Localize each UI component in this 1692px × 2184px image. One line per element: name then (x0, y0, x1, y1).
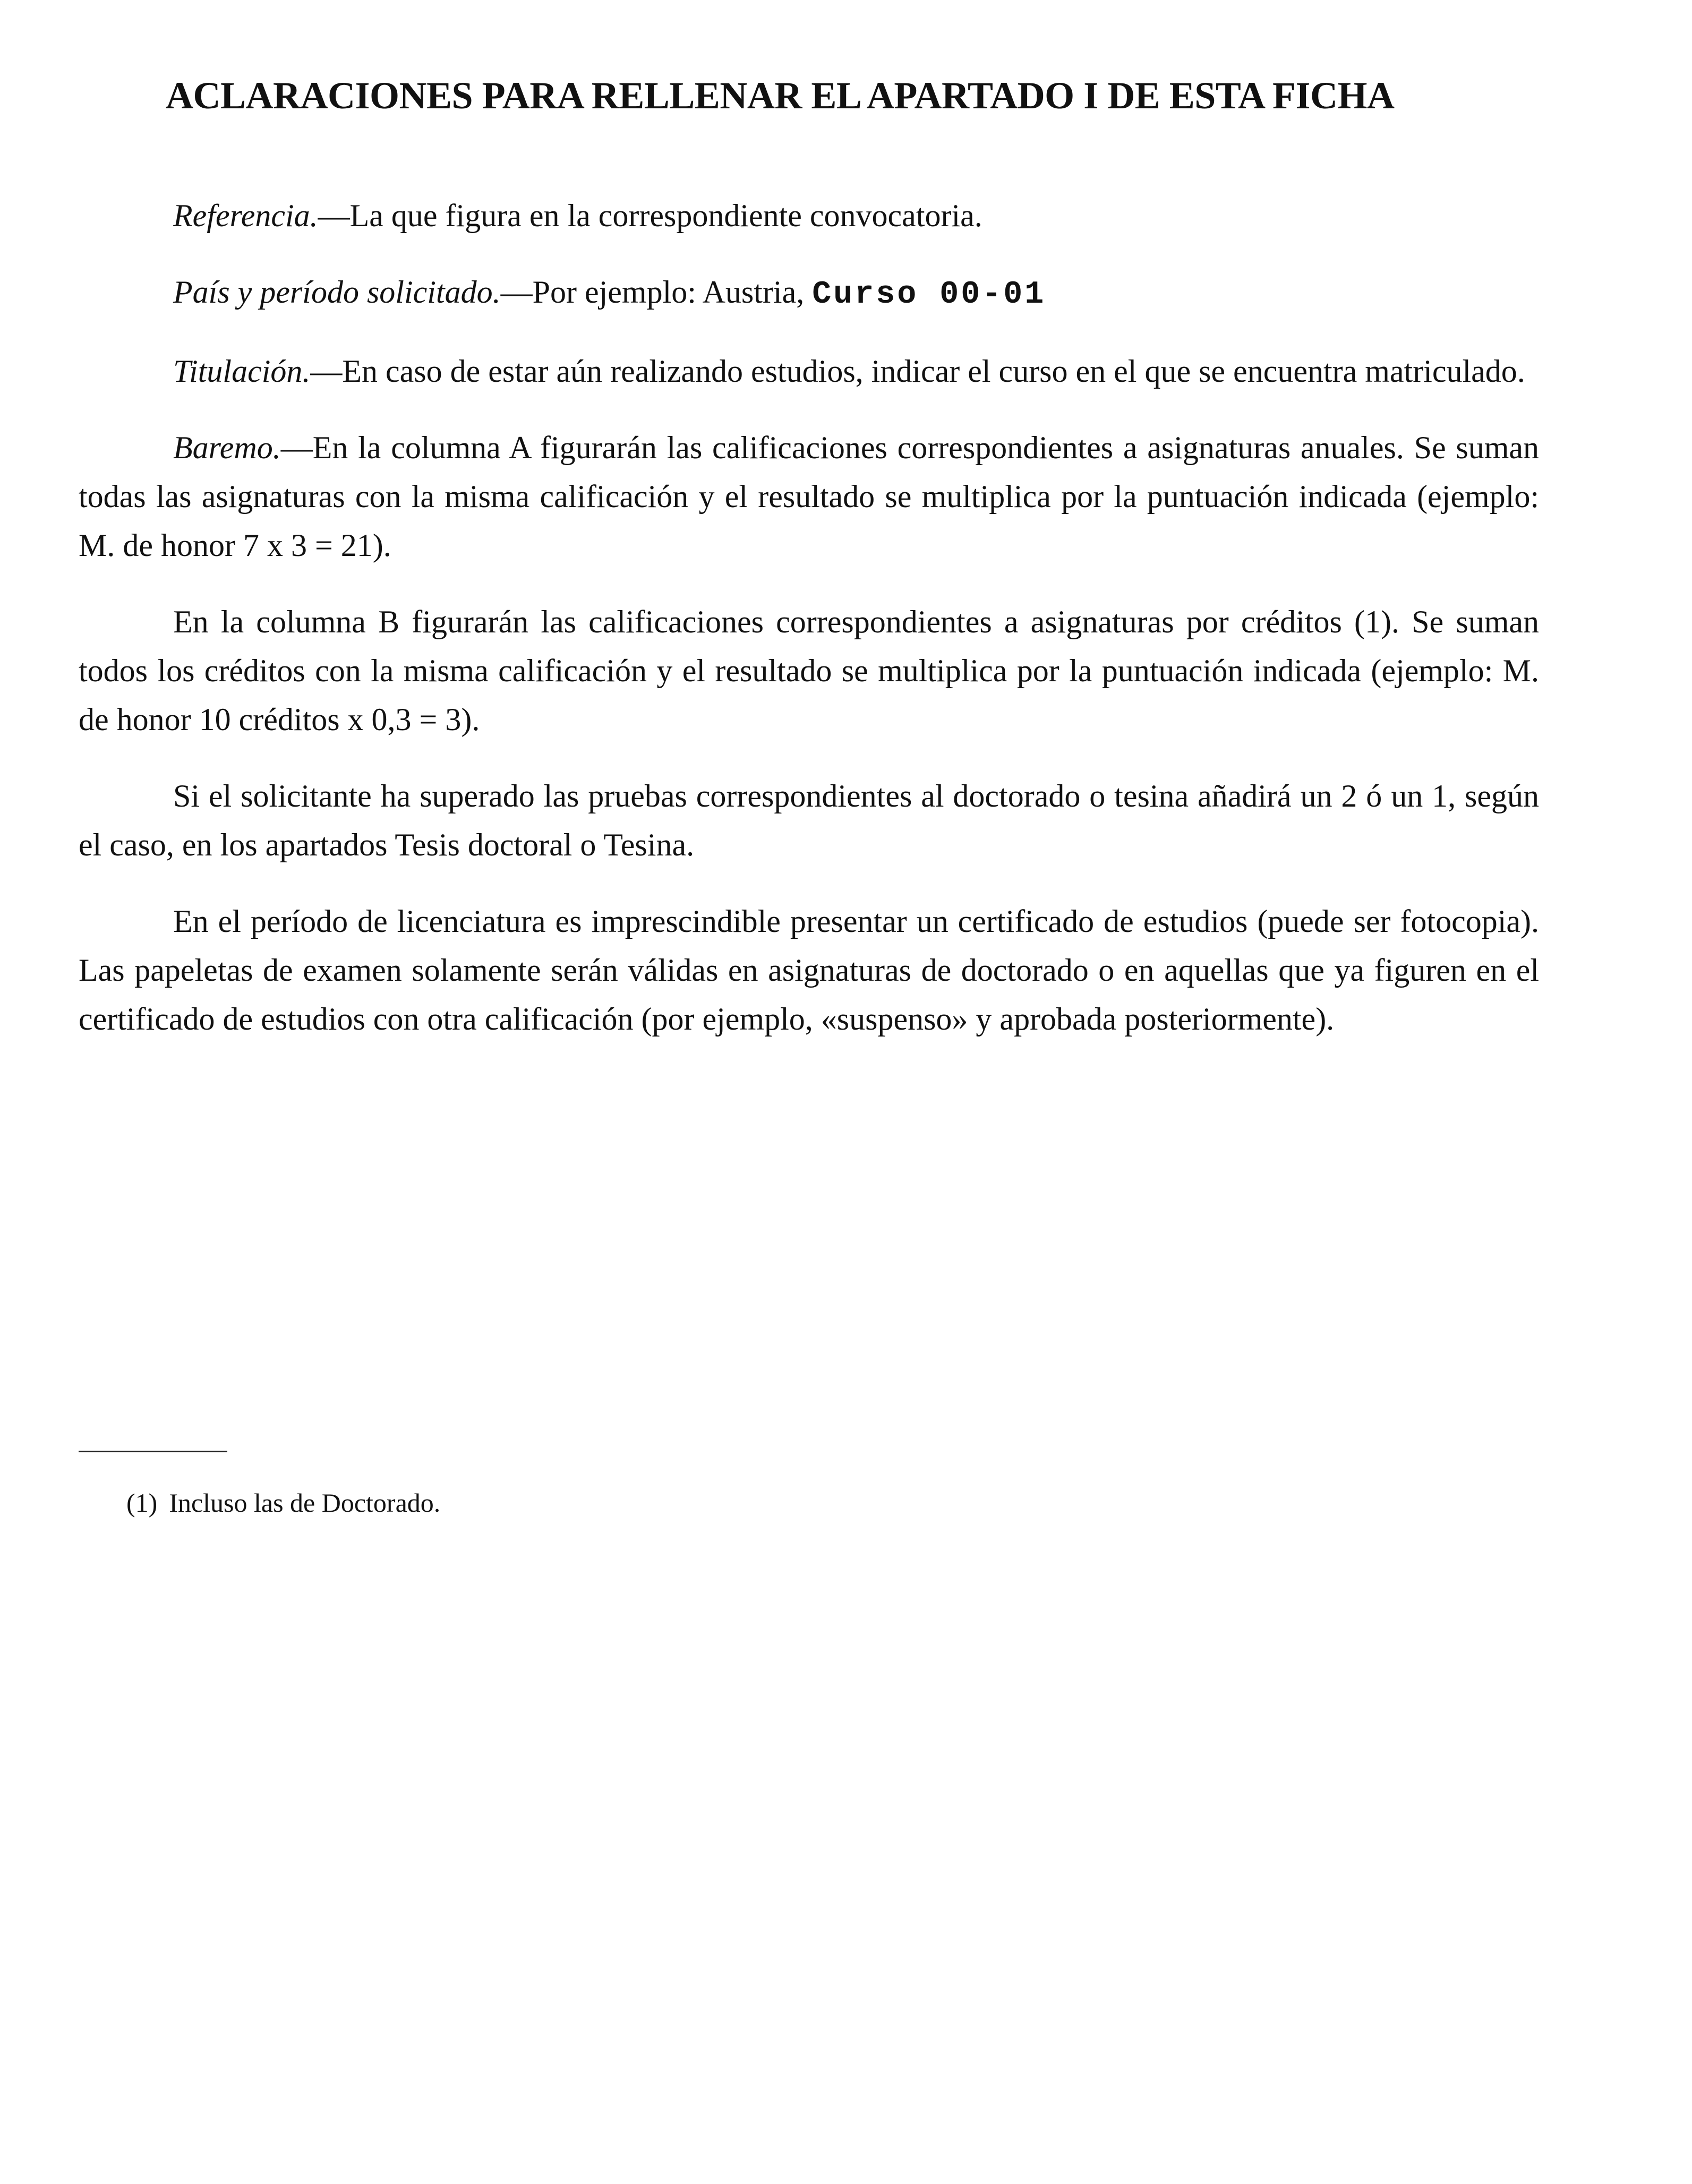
footnote-number: (1) (126, 1488, 158, 1518)
paragraph-text: En el período de licenciatura es imprescindible presentar un certificado de estudios (puede ser fotocopia). Las papeletas de examen solamente serán válidas en asignaturas de doctorado o en aquellas que ya figuren en el certificado de estudios con otra calificación (por ejemplo, «suspenso» y aprobada posteriormente). (79, 904, 1539, 1037)
paragraph-text: —En caso de estar aún realizando estudios, indicar el curso en el que se encuentra matriculado. (310, 354, 1525, 389)
paragraph-text: —Por ejemplo: Austria, (500, 275, 813, 310)
paragraph-lead: Referencia. (173, 198, 318, 233)
paragraph-lead: Titulación. (173, 354, 311, 389)
paragraph-baremo (79, 423, 1539, 570)
paragraph-lead: País y período solicitado. (173, 275, 501, 310)
footnote (126, 1487, 440, 1519)
paragraph-text: Si el solicitante ha superado las pruebas correspondientes al doctorado o tesina añadirá un 2 ó un 1, según el caso, en los apartados Tesis doctoral o Tesina. (79, 778, 1539, 862)
typed-course-value: Curso 00-01 (812, 277, 1046, 313)
paragraph-titulacion (79, 347, 1539, 396)
paragraph-referencia (79, 191, 1539, 240)
paragraph-licenciatura (79, 897, 1539, 1043)
paragraph-pais (79, 268, 1539, 319)
paragraph-lead: Baremo. (173, 430, 281, 465)
paragraph-columna-b (79, 597, 1539, 744)
document-title: ACLARACIONES PARA RELLENAR EL APARTADO I DE ESTA FICHA (166, 74, 1395, 117)
footnote-text: Incluso las de Doctorado. (169, 1488, 441, 1518)
paragraph-text: En la columna B figurarán las calificaciones correspondientes a asignaturas por créditos (1). Se suman todos los créditos con la misma calificación y el resultado se multiplica por la puntuación indicada (ejemplo: M. de honor 10 créditos x 0,3 = 3). (79, 604, 1539, 737)
paragraph-text: —En la columna A figurarán las calificaciones correspondientes a asignaturas anuales. Se suman todas las asignaturas con la misma calificación y el resultado se multiplica por la puntuación indicada (ejemplo: M. de honor 7 x 3 = 21). (79, 430, 1539, 563)
document-body (79, 191, 1539, 1071)
footnote-divider (79, 1451, 227, 1452)
paragraph-doctorado (79, 772, 1539, 869)
paragraph-text: —La que figura en la correspondiente convocatoria. (318, 198, 982, 233)
